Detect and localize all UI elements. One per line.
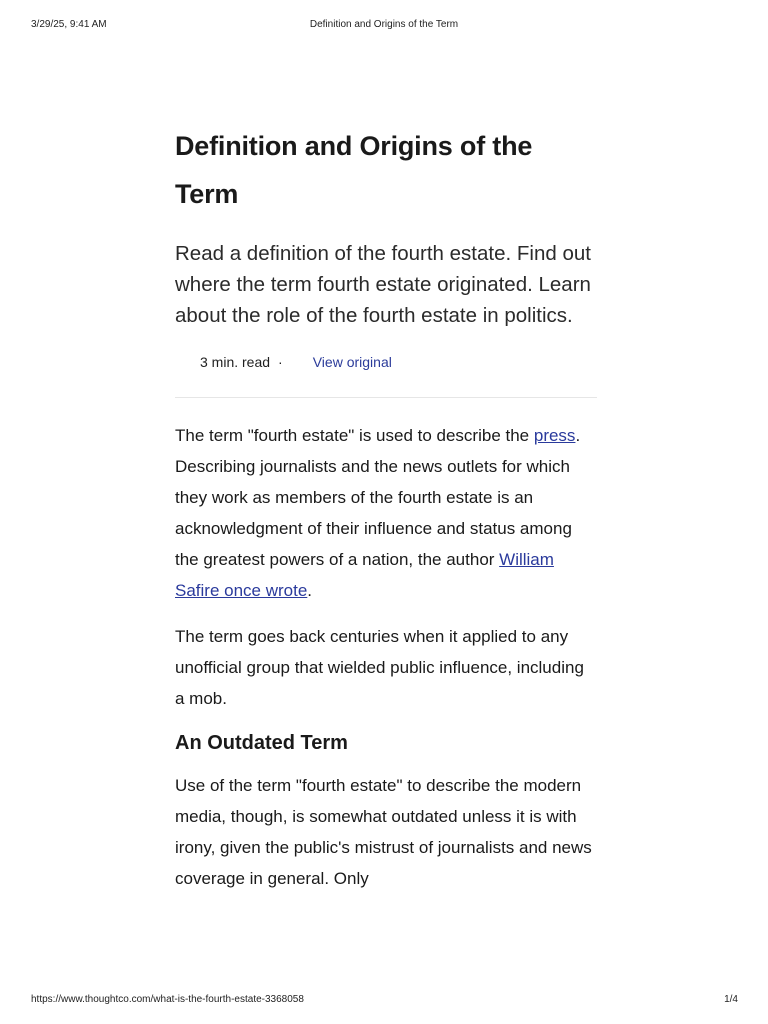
article-dek: Read a definition of the fourth estate. Find out where the term fourth estate originated. Learn about the role of the fourth estate in politics.: [175, 242, 591, 327]
paragraph-text: .: [307, 581, 313, 600]
print-url: https://www.thoughtco.com/what-is-the-fourth-estate-3368058: [31, 994, 304, 1005]
paragraph: Use of the term "fourth estate" to describe the modern media, though, is somewhat outdated unless it is with irony, given the public's mistrust of journalists and news coverage in general. Only: [175, 776, 592, 888]
paragraph: [175, 420, 597, 606]
print-header: [0, 19, 768, 33]
article-title: Definition and Origins of the Term: [175, 131, 533, 209]
paragraph-text: . Describing journalists and the news outlets for which they work as members of the fourth estate is an acknowledgment of their influence and status among the greatest powers of a nation, the author: [175, 426, 581, 569]
meta-separator: ·: [278, 354, 283, 370]
print-datetime: 3/29/25, 9:41 AM: [31, 19, 107, 30]
william-safire-link[interactable]: William Safire once wrote: [175, 550, 554, 600]
paragraph-text: The term "fourth estate" is used to describe the: [175, 426, 534, 445]
print-page-title: Definition and Origins of the Term: [309, 19, 459, 30]
print-footer: [0, 994, 768, 1008]
section-heading: An Outdated Term: [175, 732, 348, 754]
press-link[interactable]: press: [533, 426, 576, 445]
view-original-link[interactable]: View original: [312, 354, 392, 370]
print-page-number: 1/4: [724, 994, 738, 1005]
article: [175, 122, 597, 894]
read-time: 3 min. read: [200, 354, 271, 370]
article-meta: [175, 347, 597, 398]
article-body: [175, 420, 597, 894]
paragraph: The term goes back centuries when it applied to any unofficial group that wielded public influence, including a mob.: [175, 627, 584, 708]
